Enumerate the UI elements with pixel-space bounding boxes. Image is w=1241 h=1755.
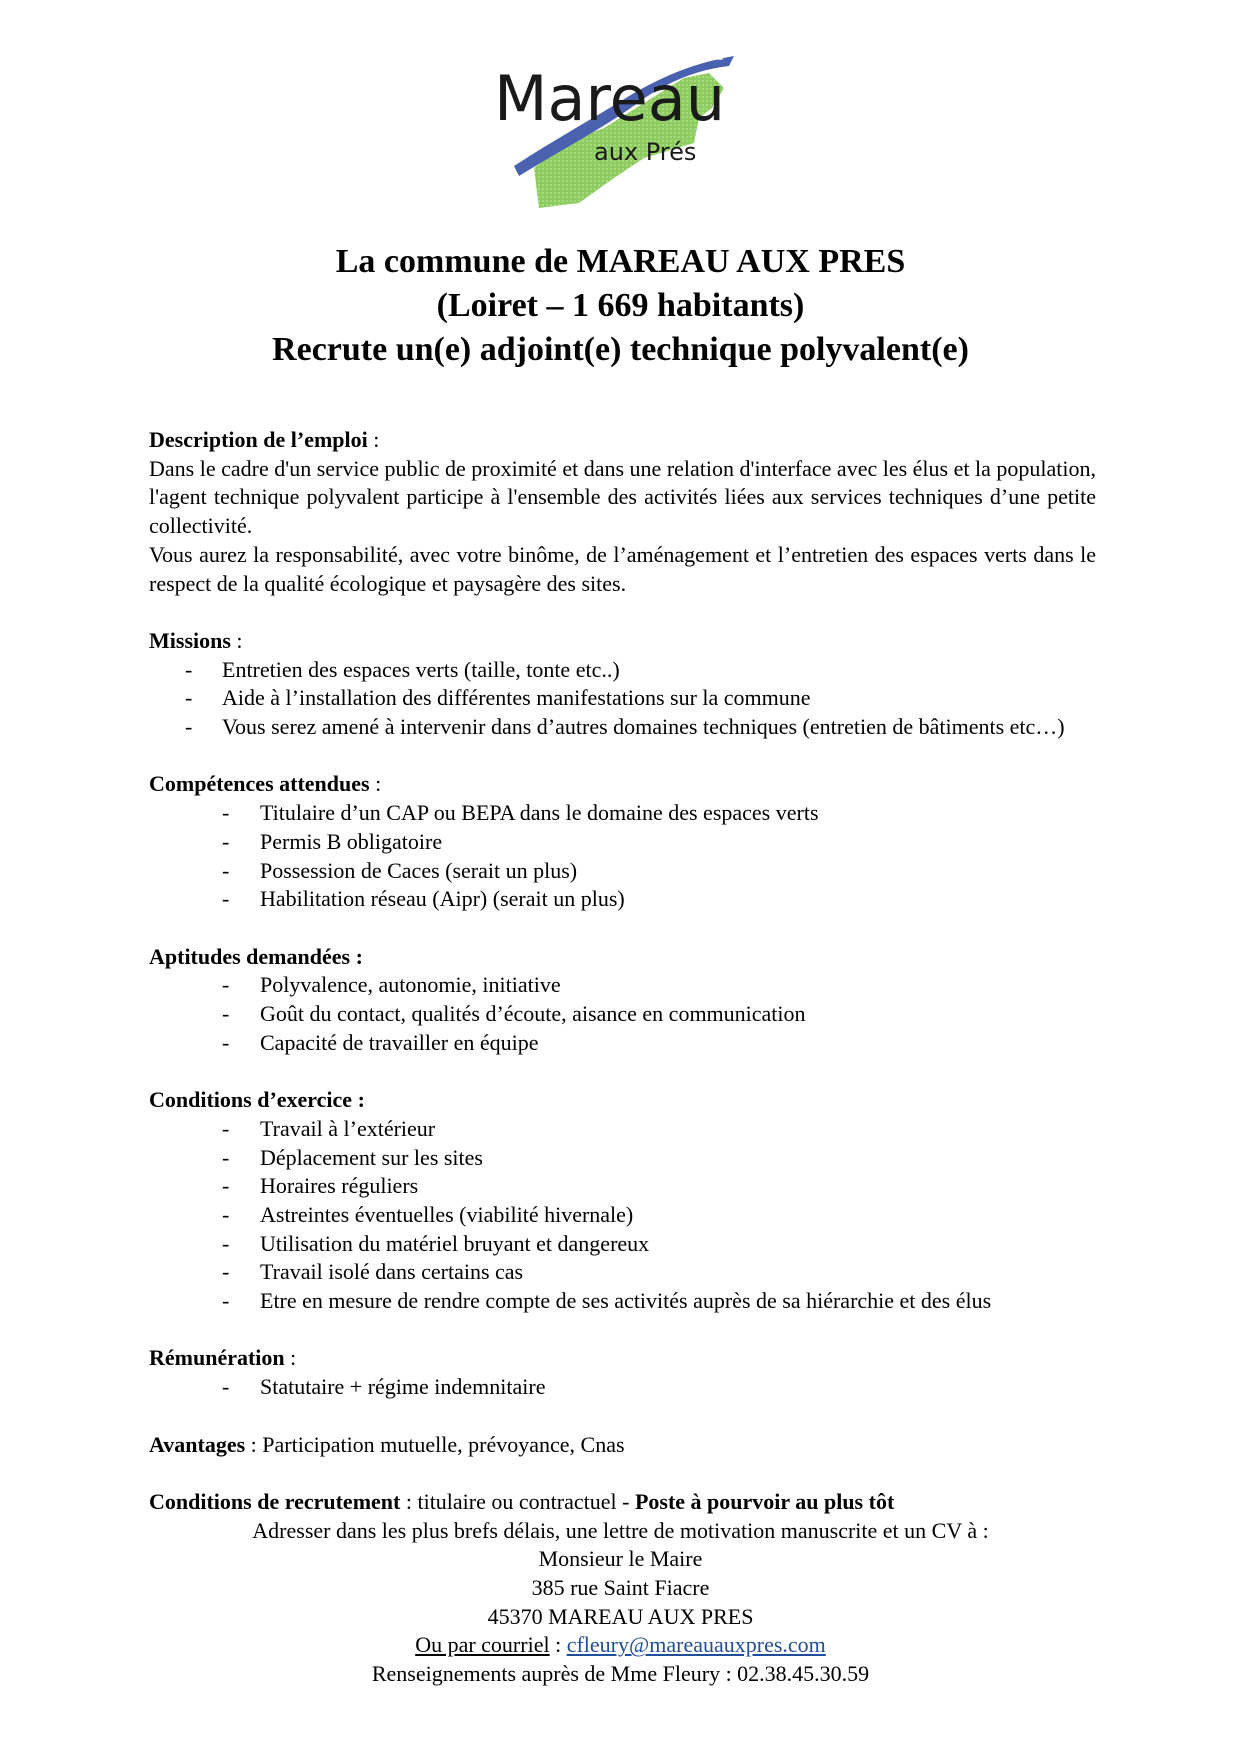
contact-info: Renseignements auprès de Mme Fleury : 02.38.45.30.59 xyxy=(371,1661,870,1687)
description-paragraph-1: Dans le cadre d'un service public de proximité et dans une relation d'interface avec les élus et la population, l'agent technique polyvalent participe à l'ensemble des activités liées aux services techniques d’une petite collectivité. xyxy=(149,455,1096,539)
missions-label-suffix: : xyxy=(230,627,243,653)
email-link[interactable]: cfleury@mareauauxpres.com xyxy=(566,1632,826,1658)
instruction-text: Adresser dans les plus brefs délais, une lettre de motivation manuscrite et un CV à : xyxy=(252,1517,989,1543)
remuneration-list xyxy=(149,1373,1096,1402)
aptitudes-list xyxy=(149,971,1096,1057)
recrutement-section xyxy=(149,1488,1096,1689)
conditions-label: Conditions d’exercice : xyxy=(149,1087,365,1113)
list-item: - Statutaire + régime indemnitaire xyxy=(222,1374,546,1400)
application-instructions xyxy=(0,1517,1241,1689)
list-item: - Habilitation réseau (Aipr) (serait un plus) xyxy=(222,886,625,912)
missions-label: Missions xyxy=(149,627,231,653)
list-item: - Utilisation du matériel bruyant et dangereux xyxy=(222,1230,650,1256)
avantages-label: Avantages xyxy=(149,1431,246,1457)
list-item: - Permis B obligatoire xyxy=(222,828,443,854)
aptitudes-label: Aptitudes demandées : xyxy=(149,943,363,969)
headline-line-3: Recrute un(e) adjoint(e) technique polyvalent(e) xyxy=(272,331,969,368)
email-line xyxy=(0,1631,1241,1660)
list-item: - Horaires réguliers xyxy=(222,1173,419,1199)
job-offer-body xyxy=(149,426,1096,1689)
recrutement-text: : titulaire ou contractuel - xyxy=(400,1488,635,1514)
recipient: Monsieur le Maire xyxy=(538,1546,703,1572)
conditions-section xyxy=(149,1086,1096,1316)
list-item: - Titulaire d’un CAP ou BEPA dans le domaine des espaces verts xyxy=(222,800,819,826)
email-separator: : xyxy=(549,1632,567,1658)
list-item: - Travail isolé dans certains cas xyxy=(222,1259,524,1285)
headline-line-2: (Loiret – 1 669 habitants) xyxy=(436,287,805,324)
list-item: - Vous serez amené à intervenir dans d’autres domaines techniques (entretien de bâtiments etc…) xyxy=(185,714,1065,740)
list-item: - Astreintes éventuelles (viabilité hivernale) xyxy=(222,1201,634,1227)
conditions-list xyxy=(149,1115,1096,1316)
commune-logo xyxy=(494,48,764,213)
list-item: - Aide à l’installation des différentes manifestations sur la commune xyxy=(185,685,811,711)
avantages-text: : Participation mutuelle, prévoyance, Cnas xyxy=(245,1431,625,1457)
headline-line-1: La commune de MAREAU AUX PRES xyxy=(335,243,906,280)
page-headline xyxy=(0,240,1241,372)
description-label: Description de l’emploi xyxy=(149,427,368,452)
competences-label-suffix: : xyxy=(369,771,382,797)
recrutement-label: Conditions de recrutement xyxy=(149,1488,401,1514)
list-item: - Etre en mesure de rendre compte de ses activités auprès de sa hiérarchie et des élus xyxy=(222,1288,992,1314)
list-item: - Déplacement sur les sites xyxy=(222,1144,483,1170)
missions-section xyxy=(149,627,1096,742)
list-item: - Possession de Caces (serait un plus) xyxy=(222,857,578,883)
list-item: - Travail à l’extérieur xyxy=(222,1115,436,1141)
avantages-section xyxy=(149,1431,1096,1460)
missions-list xyxy=(149,656,1096,742)
list-item: - Polyvalence, autonomie, initiative xyxy=(222,972,561,998)
competences-list xyxy=(149,799,1096,914)
remuneration-section xyxy=(149,1344,1096,1401)
description-section xyxy=(149,426,1096,598)
list-item: - Entretien des espaces verts (taille, tonte etc..) xyxy=(185,656,620,682)
list-item: - Capacité de travailler en équipe xyxy=(222,1029,539,1055)
remuneration-label: Rémunération xyxy=(149,1345,285,1371)
aptitudes-section xyxy=(149,943,1096,1058)
recrutement-highlight: Poste à pourvoir au plus tôt xyxy=(634,1488,895,1514)
competences-label: Compétences attendues xyxy=(149,771,370,797)
logo-sub-text: aux Prés xyxy=(594,138,697,166)
list-item: - Goût du contact, qualités d’écoute, aisance en communication xyxy=(222,1001,806,1027)
description-label-suffix: : xyxy=(367,427,380,452)
logo-main-text: Mareau xyxy=(494,62,726,135)
description-paragraph-2: Vous aurez la responsabilité, avec votre binôme, de l’aménagement et l’entretien des espaces verts dans le respect de la qualité écologique et paysagère des sites. xyxy=(149,541,1096,596)
email-label: Ou par courriel xyxy=(415,1632,550,1658)
competences-section xyxy=(149,770,1096,914)
city-address: 45370 MAREAU AUX PRES xyxy=(487,1603,754,1629)
mareau-logo-graphic xyxy=(494,48,764,213)
remuneration-label-suffix: : xyxy=(284,1345,297,1371)
street-address: 385 rue Saint Fiacre xyxy=(531,1575,710,1601)
